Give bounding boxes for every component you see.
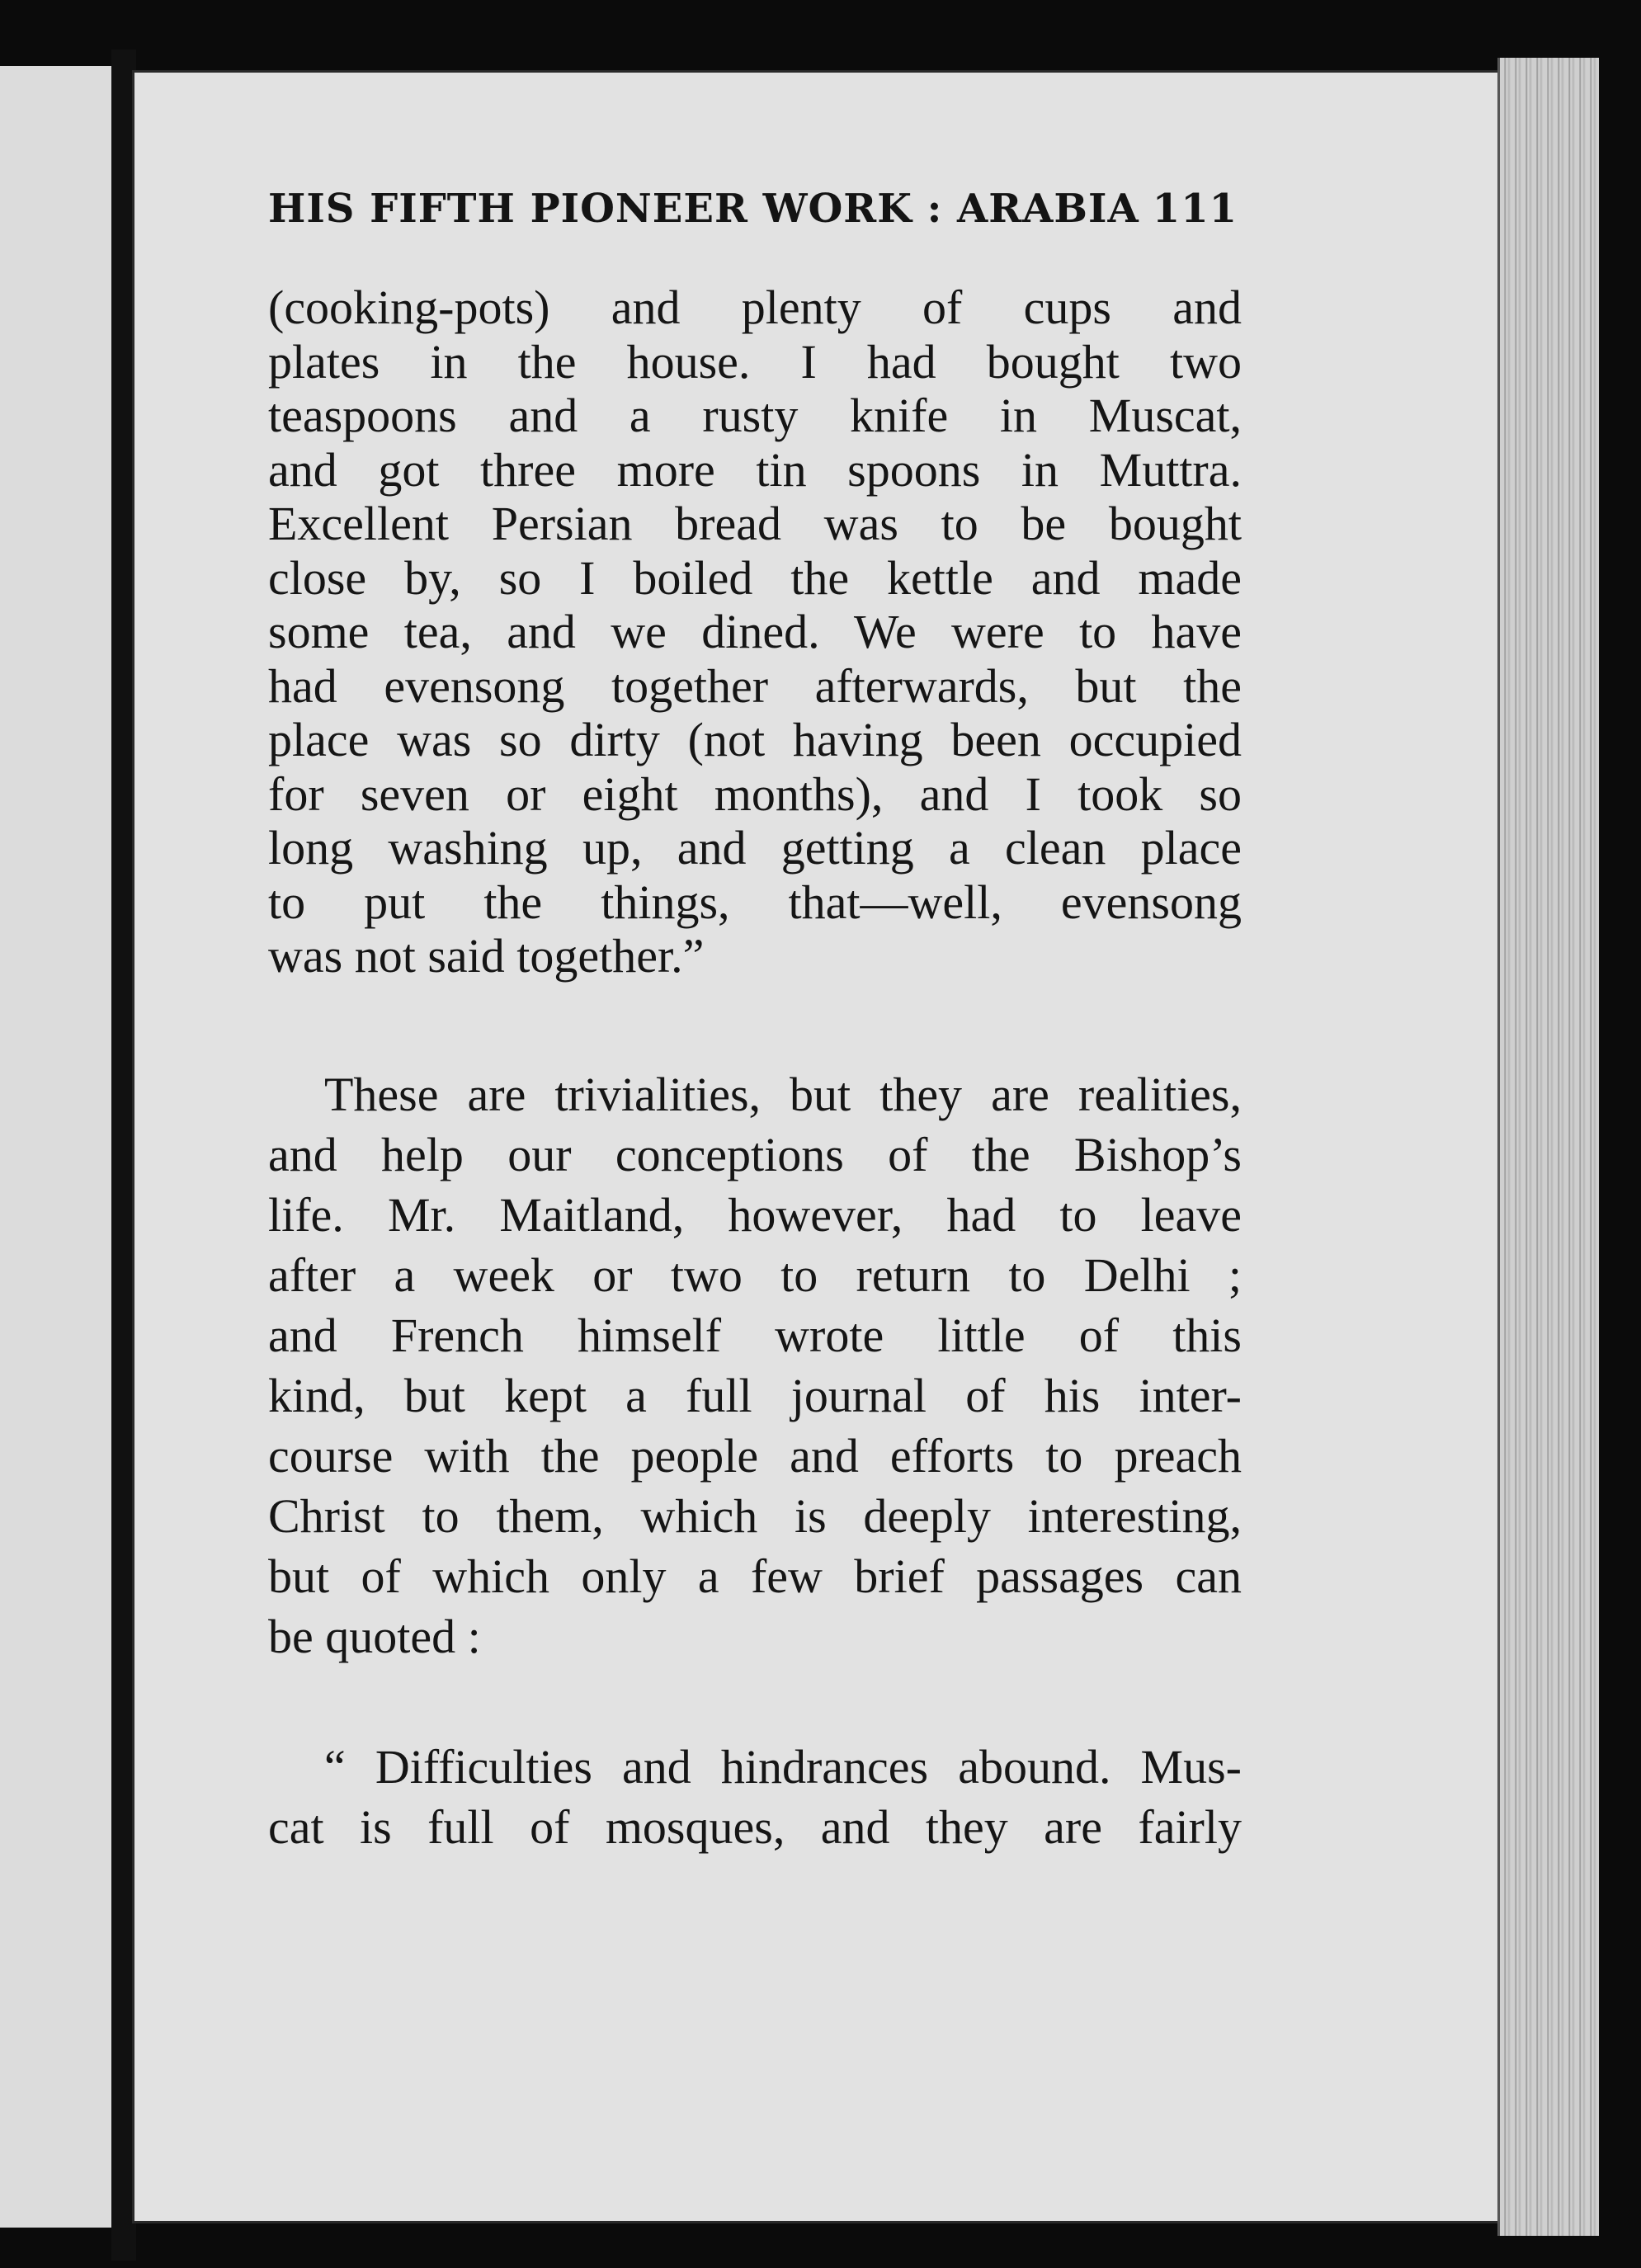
- text-line: be quoted :: [268, 1610, 481, 1663]
- text-line: some tea, and we dined. We were to have: [268, 605, 1242, 658]
- text-line: life. Mr. Maitland, however, had to leave: [268, 1188, 1242, 1242]
- text-line: These are trivialities, but they are realities,: [324, 1068, 1242, 1121]
- text-line: was not said together.”: [268, 929, 705, 983]
- text-line: and got three more tin spoons in Muttra.: [268, 442, 1242, 497]
- text-line: had evensong together afterwards, but the: [268, 658, 1242, 713]
- text-line: to put the things, that—well, evensong: [268, 875, 1242, 929]
- text-line: but of which only a few brief passages can: [268, 1549, 1242, 1603]
- text-line: close by, so I boiled the kettle and made: [268, 550, 1242, 605]
- text-line: teaspoons and a rusty knife in Muscat,: [268, 389, 1242, 442]
- text-line: long washing up, and getting a clean place: [268, 821, 1242, 875]
- text-line: kind, but kept a full journal of his inter-: [268, 1369, 1242, 1422]
- text-line: Christ to them, which is deeply interesting,: [268, 1489, 1242, 1543]
- text-line: “ Difficulties and hindrances abound. Mus-: [324, 1740, 1242, 1794]
- page-number: 111: [1152, 186, 1238, 232]
- text-line: plates in the house. I had bought two: [268, 334, 1242, 389]
- text-line: place was so dirty (not having been occupied: [268, 713, 1242, 766]
- paragraph-2: [268, 1064, 1242, 1667]
- text-line: (cooking-pots) and plenty of cups and: [268, 281, 1242, 334]
- facing-page-edge: [0, 66, 115, 2228]
- text-line: Excellent Persian bread was to be bought: [268, 497, 1242, 550]
- running-header-title: HIS FIFTH PIONEER WORK : ARABIA: [268, 186, 1139, 232]
- text-line: cat is full of mosques, and they are fairly: [268, 1800, 1242, 1854]
- text-line: after a week or two to return to Delhi ;: [268, 1248, 1242, 1302]
- paragraph-3: [268, 1737, 1242, 1857]
- text-line: for seven or eight months), and I took so: [268, 766, 1242, 821]
- paragraph-1: [268, 281, 1242, 983]
- page-fore-edge: [1497, 58, 1599, 2236]
- text-line: and help our conceptions of the Bishop’s: [268, 1128, 1242, 1181]
- text-line: and French himself wrote little of this: [268, 1308, 1242, 1362]
- running-header: [268, 186, 1238, 232]
- text-line: course with the people and efforts to preach: [268, 1429, 1242, 1483]
